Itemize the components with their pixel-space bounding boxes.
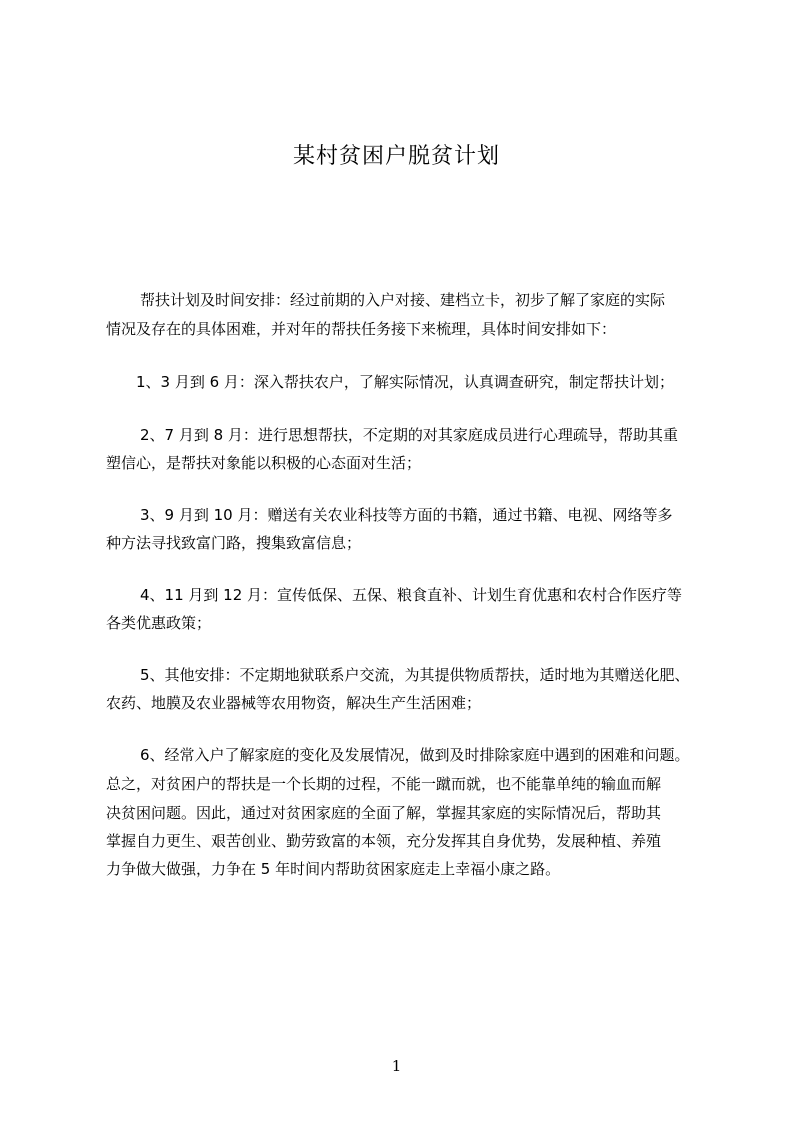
plan-item-6: 6、经常入户了解家庭的变化及发展情况，做到及时排除家庭中遇到的困难和问题。 <box>140 746 690 764</box>
plan-item-6-cont: 掌握自力更生、艰苦创业、勤劳致富的本领，充分发挥其自身优势，发展种植、养殖 <box>106 832 662 850</box>
page-number: 1 <box>391 1057 402 1075</box>
plan-item-5-cont: 农药、地膜及农业器械等农用物资，解决生产生活困难； <box>106 694 482 712</box>
intro-line: 情况及存在的具体困难，并对年的帮扶任务接下来梳理，具体时间安排如下： <box>106 320 617 338</box>
plan-item-3: 3、9 月到 10 月：赠送有关农业科技等方面的书籍，通过书籍、电视、网络等多 <box>140 506 673 524</box>
plan-item-6-cont: 决贫困问题。因此，通过对贫困家庭的全面了解，掌握其家庭的实际情况后，帮助其 <box>106 804 662 822</box>
plan-item-4: 4、11 月到 12 月：宣传低保、五保、粮食直补、计划生育优惠和农村合作医疗等 <box>140 586 683 604</box>
plan-item-6-cont: 总之，对贫困户的帮扶是一个长期的过程，不能一蹴而就，也不能靠单纯的输血而解 <box>106 775 662 793</box>
plan-item-6-cont: 力争做大做强，力争在 5 年时间内帮助贫困家庭走上幸福小康之路。 <box>106 860 561 878</box>
document-title: 某村贫困户脱贫计划 <box>292 144 500 169</box>
plan-item-2-cont: 塑信心，是帮扶对象能以积极的心态面对生活； <box>106 454 422 472</box>
plan-item-4-cont: 各类优惠政策； <box>106 614 212 632</box>
plan-item-2: 2、7 月到 8 月：进行思想帮扶，不定期的对其家庭成员进行心理疏导，帮助其重 <box>140 426 678 444</box>
plan-item-1: 1、3 月到 6 月：深入帮扶农户，了解实际情况，认真调查研究，制定帮扶计划； <box>136 373 674 391</box>
intro-line: 帮扶计划及时间安排：经过前期的入户对接、建档立卡，初步了解了家庭的实际 <box>140 291 666 309</box>
plan-item-5: 5、其他安排：不定期地狱联系户交流，为其提供物质帮扶，适时地为其赠送化肥、 <box>140 666 690 684</box>
plan-item-3-cont: 种方法寻找致富门路，搜集致富信息； <box>106 534 362 552</box>
